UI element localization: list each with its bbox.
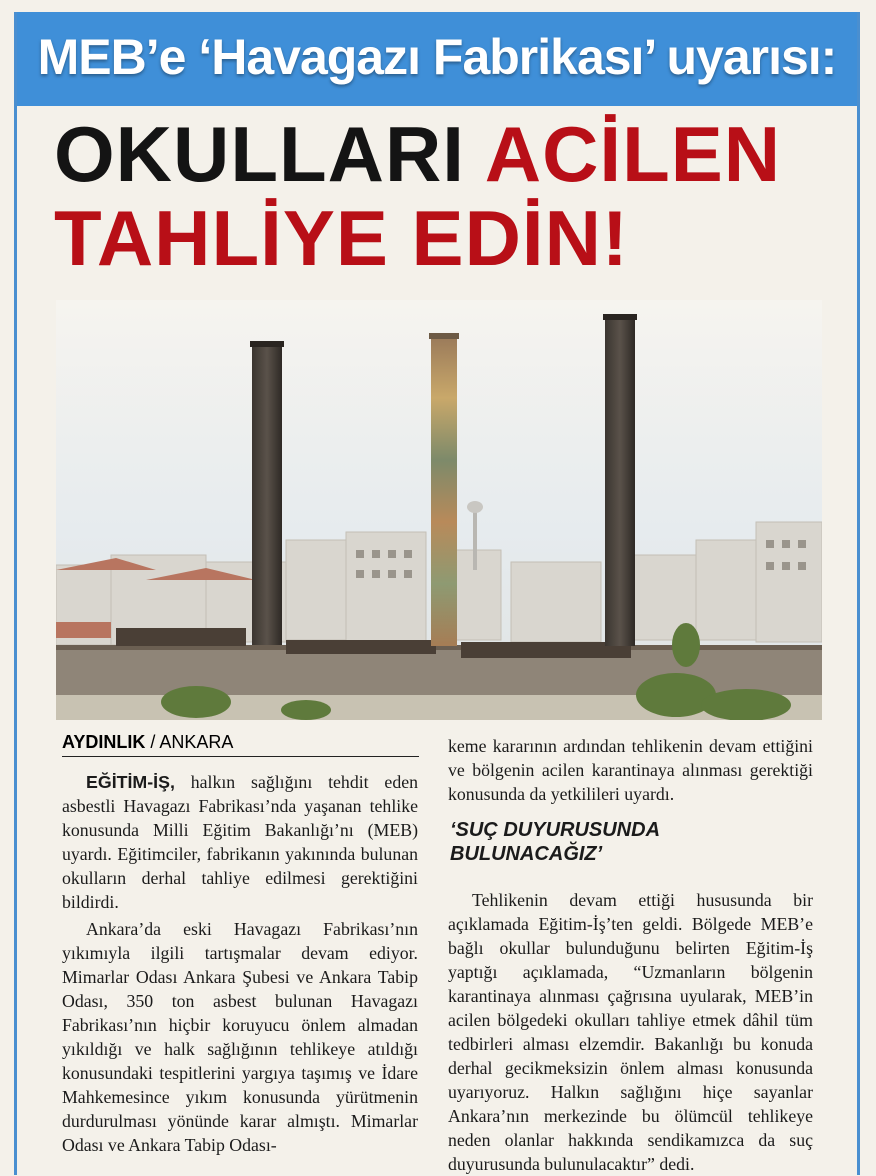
headline-red-word: ACİLEN: [484, 110, 782, 198]
article-column-2: [448, 734, 813, 1176]
subheading: ‘SUÇ DUYURUSUNDA BULUNACAĞIZ’: [450, 819, 660, 865]
paragraph-1-text: halkın sağlığını tehdit eden asbestli Havagazı Fabrikası’nda yaşanan tehlike konusunda Milli Eğitim Bakanlığı’nı (MEB) uyardı. Eğitimciler, fabrikanın yakınında bulunan okulların derhal tahliye edilmesi gerektiğini bildirdi.: [62, 772, 418, 912]
column-2-continuation: keme kararının ardından tehlikenin devam ettiğini ve bölgenin acilen karantinaya alınması gerektiği konusunda da yetkilileri uyardı.: [448, 736, 813, 804]
byline-city: ANKARA: [159, 732, 234, 752]
article-column-1: [62, 770, 418, 1157]
article-paragraph-2: Ankara’da eski Havagazı Fabrikası’nın yıkımıyla ilgili tartışmalar devam ediyor. Mimarlar Odası Ankara Şubesi ve Ankara Tabip Odası, 350 ton asbest bulunan Havagazı Fabrikası’nın hiçbir koruyucu önlem almadan yıkıldığı ve halk sağlığının tehlikeye atıldığı konusundaki tespitlerini yargıya taşımış ve İdare Mahkemesince yıkım konusunda yürütmenin durdurulması yönünde karar almıştı. Mimarlar Odası ve Ankara Tabip Odası-: [62, 919, 418, 1155]
byline-source: AYDINLIK: [62, 732, 146, 752]
headline-line-1: [54, 112, 844, 196]
headline: [54, 112, 844, 280]
byline: [62, 732, 419, 757]
kicker-title: MEB’e ‘Havagazı Fabrikası’ uyarısı:: [37, 29, 837, 85]
factory-chimneys-photo: [56, 300, 822, 720]
article-paragraph-3: Tehlikenin devam ettiği hususunda bir açıklamada Eğitim-İş’ten geldi. Bölgede MEB’e bağlı okullar bulunduğunu belirten Eğitim-İş yaptığı açıklamada, “Uzmanların bölgenin karantinaya alınması çağrısına uyularak, MEB’in acilen bölgedeki okulları tahliye etmek dâhil tüm tedbirleri alması elzemdir. Bakanlığı bu konuda derhal gecikmeksizin önlem alması konusunda uyarıyoruz. Halkın sağlığını hiçe sayanlar Ankara’nın merkezinde bu ölümcül tehlikeye neden olanlar hakkında sendikamızca da suç duyurusunda bulunulacaktır” dedi.: [448, 890, 813, 1174]
lead-organization: EĞİTİM-İŞ,: [86, 772, 175, 792]
headline-line-2: TAHLİYE EDİN!: [54, 194, 629, 282]
article-paragraph-1: [62, 770, 418, 914]
headline-black-word: OKULLARI: [54, 110, 465, 198]
byline-separator: /: [145, 732, 160, 752]
